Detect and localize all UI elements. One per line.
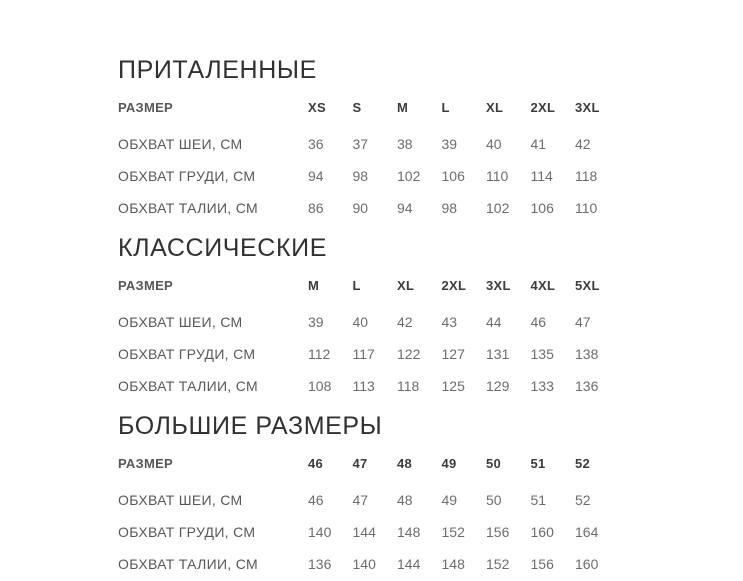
measurement-value: 136 (308, 556, 332, 572)
measurement-value: 106 (530, 200, 554, 216)
measurement-value: 136 (575, 378, 599, 394)
table-body (118, 128, 743, 224)
size-header-cell: 48 (397, 455, 413, 471)
measurement-label: ОБХВАТ ШЕИ, СМ (118, 314, 243, 330)
measurement-value: 140 (308, 524, 332, 540)
measurement-label: ОБХВАТ ТАЛИИ, СМ (118, 200, 258, 216)
size-header-cell: 4XL (530, 277, 556, 293)
measurement-value: 112 (308, 346, 331, 362)
measurement-value: 114 (530, 168, 553, 184)
table-row (118, 370, 743, 402)
measurement-label: ОБХВАТ ТАЛИИ, СМ (118, 378, 258, 394)
size-header-cell: 46 (308, 455, 324, 471)
table-row (118, 516, 743, 548)
measurement-value: 46 (530, 314, 547, 330)
size-header-cell: 3XL (575, 99, 600, 115)
measurement-value: 148 (397, 524, 421, 540)
measurement-value: 46 (308, 492, 324, 508)
measurement-value: 160 (575, 556, 599, 572)
measurement-value: 37 (352, 136, 369, 152)
measurement-value: 98 (441, 200, 458, 216)
table-row (118, 338, 743, 370)
table-title: ПРИТАЛЕННЫЕ (118, 56, 317, 84)
measurement-value: 164 (575, 524, 599, 540)
measurement-value: 40 (352, 314, 369, 330)
table-row (118, 306, 743, 338)
measurement-value: 106 (441, 168, 465, 184)
measurement-value: 122 (397, 346, 421, 362)
size-header-cell: 52 (575, 455, 591, 471)
measurement-value: 49 (441, 492, 458, 508)
measurement-value: 152 (441, 524, 465, 540)
measurement-value: 42 (575, 136, 591, 152)
size-header-cell: M (397, 99, 409, 115)
measurement-value: 102 (397, 168, 421, 184)
size-header-cell: XL (397, 277, 415, 293)
measurement-value: 117 (352, 346, 375, 362)
table-body (118, 484, 743, 580)
measurement-value: 94 (397, 200, 413, 216)
table-row (118, 128, 743, 160)
table-row (118, 160, 743, 192)
measurement-value: 138 (575, 346, 599, 362)
size-table-section (118, 234, 743, 402)
table-row (118, 192, 743, 224)
measurement-value: 133 (530, 378, 554, 394)
size-header-cell: S (352, 99, 362, 115)
size-header-cell: XS (308, 99, 326, 115)
measurement-value: 41 (530, 136, 547, 152)
table-header-row (118, 450, 743, 476)
measurement-value: 129 (486, 378, 510, 394)
size-column-label: РАЗМЕР (118, 277, 174, 293)
measurement-value: 144 (397, 556, 421, 572)
measurement-value: 160 (530, 524, 554, 540)
measurement-value: 43 (441, 314, 458, 330)
measurement-label: ОБХВАТ ГРУДИ, СМ (118, 168, 256, 184)
measurement-value: 156 (486, 524, 510, 540)
size-header-cell: 5XL (575, 277, 600, 293)
table-body (118, 306, 743, 402)
size-header-cell: XL (486, 99, 504, 115)
size-header-cell: 50 (486, 455, 502, 471)
size-table-section (118, 56, 743, 224)
size-header-cell: 2XL (530, 99, 556, 115)
measurement-value: 90 (352, 200, 369, 216)
size-header-cell: M (308, 277, 320, 293)
size-column-label: РАЗМЕР (118, 99, 174, 115)
table-title: КЛАССИЧЕСКИЕ (118, 234, 327, 262)
measurement-label: ОБХВАТ ГРУДИ, СМ (118, 524, 256, 540)
size-header-cell: 2XL (441, 277, 467, 293)
measurement-value: 39 (441, 136, 458, 152)
measurement-value: 47 (352, 492, 369, 508)
measurement-value: 94 (308, 168, 324, 184)
table-row (118, 548, 743, 580)
size-header-cell: 51 (530, 455, 546, 471)
measurement-value: 110 (486, 168, 509, 184)
table-header-row (118, 94, 743, 120)
measurement-value: 50 (486, 492, 502, 508)
measurement-value: 51 (530, 492, 547, 508)
measurement-value: 98 (352, 168, 369, 184)
size-header-cell: 3XL (486, 277, 511, 293)
measurement-label: ОБХВАТ ШЕИ, СМ (118, 136, 243, 152)
measurement-value: 118 (575, 168, 598, 184)
measurement-value: 42 (397, 314, 413, 330)
measurement-value: 48 (397, 492, 413, 508)
size-column-label: РАЗМЕР (118, 455, 174, 471)
measurement-label: ОБХВАТ ШЕИ, СМ (118, 492, 243, 508)
measurement-value: 118 (397, 378, 420, 394)
measurement-value: 125 (441, 378, 465, 394)
measurement-value: 152 (486, 556, 510, 572)
measurement-value: 36 (308, 136, 324, 152)
measurement-label: ОБХВАТ ТАЛИИ, СМ (118, 556, 258, 572)
table-row (118, 484, 743, 516)
measurement-label: ОБХВАТ ГРУДИ, СМ (118, 346, 256, 362)
measurement-value: 144 (352, 524, 376, 540)
measurement-value: 127 (441, 346, 465, 362)
size-header-cell: 47 (352, 455, 368, 471)
measurement-value: 38 (397, 136, 413, 152)
measurement-value: 135 (530, 346, 554, 362)
measurement-value: 156 (530, 556, 554, 572)
table-header-row (118, 272, 743, 298)
measurement-value: 148 (441, 556, 465, 572)
table-title: БОЛЬШИЕ РАЗМЕРЫ (118, 412, 383, 440)
measurement-value: 44 (486, 314, 502, 330)
measurement-value: 39 (308, 314, 324, 330)
size-header-cell: 49 (441, 455, 457, 471)
measurement-value: 110 (575, 200, 598, 216)
measurement-value: 131 (486, 346, 510, 362)
measurement-value: 102 (486, 200, 510, 216)
measurement-value: 86 (308, 200, 324, 216)
size-header-cell: L (441, 99, 450, 115)
measurement-value: 47 (575, 314, 591, 330)
measurement-value: 108 (308, 378, 332, 394)
measurement-value: 52 (575, 492, 591, 508)
size-table-section (118, 412, 743, 580)
measurement-value: 113 (352, 378, 375, 394)
measurement-value: 140 (352, 556, 376, 572)
size-header-cell: L (352, 277, 361, 293)
measurement-value: 40 (486, 136, 502, 152)
